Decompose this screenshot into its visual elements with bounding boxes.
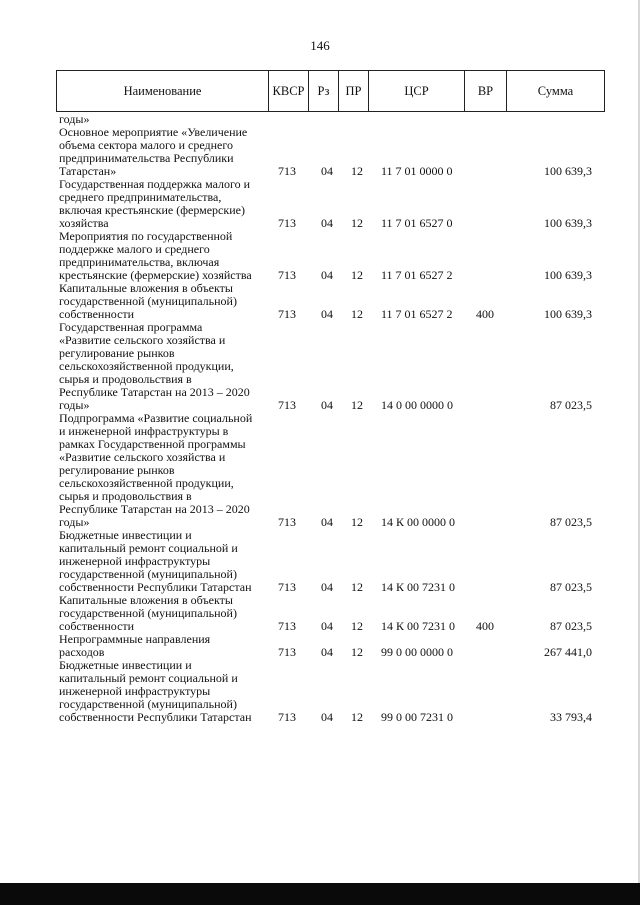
cell-rz: 04 bbox=[321, 710, 333, 724]
cell-pr: 12 bbox=[351, 398, 363, 412]
table-body bbox=[56, 113, 604, 724]
row-name-line: предпринимательства Республики bbox=[59, 151, 234, 165]
row-name bbox=[56, 321, 265, 412]
header-pr: ПР bbox=[339, 71, 369, 112]
row-name-line: годы» bbox=[59, 112, 90, 126]
cell-rz: 04 bbox=[321, 307, 333, 321]
cell-sum: 100 639,3 bbox=[544, 268, 592, 282]
cell-sum: 100 639,3 bbox=[544, 216, 592, 230]
cell-kvsr: 713 bbox=[278, 619, 296, 633]
row-name-line: объема сектора малого и среднего bbox=[59, 138, 234, 152]
table-row bbox=[56, 321, 604, 412]
cell-csr: 11 7 01 6527 0 bbox=[381, 216, 453, 230]
cell-pr: 12 bbox=[351, 268, 363, 282]
row-name-line: сельскохозяйственной продукции, bbox=[59, 476, 234, 490]
row-name-line: государственной (муниципальной) bbox=[59, 294, 237, 308]
header-kvsr: КВСР bbox=[269, 71, 309, 112]
cell-pr: 12 bbox=[351, 645, 363, 659]
cell-kvsr: 713 bbox=[278, 216, 296, 230]
cell-pr: 12 bbox=[351, 580, 363, 594]
row-name-line: собственности Республики Татарстан bbox=[59, 710, 252, 724]
cell-csr: 11 7 01 6527 2 bbox=[381, 268, 453, 282]
row-name-line: Татарстан» bbox=[59, 164, 117, 178]
row-name-line: Государственная программа bbox=[59, 320, 203, 334]
cell-csr: 14 К 00 7231 0 bbox=[381, 619, 456, 633]
row-name bbox=[56, 282, 265, 321]
cell-pr: 12 bbox=[351, 216, 363, 230]
header-vr: ВР bbox=[465, 71, 507, 112]
row-name-line: собственности bbox=[59, 307, 135, 321]
row-name bbox=[56, 178, 265, 230]
row-name-line: Подпрограмма «Развитие социальной bbox=[59, 411, 253, 425]
row-name-line: инженерной инфраструктуры bbox=[59, 554, 211, 568]
row-name bbox=[56, 633, 265, 659]
row-name-line: Мероприятия по государственной bbox=[59, 229, 233, 243]
row-name-line: предпринимательства, включая bbox=[59, 255, 220, 269]
cell-sum: 87 023,5 bbox=[550, 398, 592, 412]
cell-sum: 100 639,3 bbox=[544, 307, 592, 321]
row-name-line: сырья и продовольствия в bbox=[59, 372, 192, 386]
row-name bbox=[56, 594, 265, 633]
row-name bbox=[56, 126, 265, 178]
row-name-line: среднего предпринимательства, bbox=[59, 190, 222, 204]
cell-rz: 04 bbox=[321, 580, 333, 594]
cell-sum: 33 793,4 bbox=[550, 710, 592, 724]
header-name: Наименование bbox=[57, 71, 269, 112]
row-name-line: поддержке малого и среднего bbox=[59, 242, 210, 256]
row-name-line: Непрограммные направления bbox=[59, 632, 211, 646]
table-row bbox=[56, 633, 604, 659]
cell-rz: 04 bbox=[321, 619, 333, 633]
cell-rz: 04 bbox=[321, 645, 333, 659]
row-name-line: годы» bbox=[59, 515, 90, 529]
row-name-line: собственности Республики Татарстан bbox=[59, 580, 252, 594]
row-name-line: рамках Государственной программы bbox=[59, 437, 246, 451]
cell-rz: 04 bbox=[321, 216, 333, 230]
cell-sum: 87 023,5 bbox=[550, 580, 592, 594]
cell-kvsr: 713 bbox=[278, 515, 296, 529]
row-name-line: регулирование рынков bbox=[59, 346, 175, 360]
row-name-line: хозяйства bbox=[59, 216, 109, 230]
cell-rz: 04 bbox=[321, 515, 333, 529]
cell-kvsr: 713 bbox=[278, 268, 296, 282]
row-name-line: Капитальные вложения в объекты bbox=[59, 281, 233, 295]
row-name-line: Бюджетные инвестиции и bbox=[59, 658, 192, 672]
row-name-line: крестьянские (фермерские) хозяйства bbox=[59, 268, 252, 282]
cell-csr: 14 К 00 0000 0 bbox=[381, 515, 456, 529]
cell-sum: 87 023,5 bbox=[550, 619, 592, 633]
cell-kvsr: 713 bbox=[278, 398, 296, 412]
cell-csr: 11 7 01 0000 0 bbox=[381, 164, 453, 178]
row-name-line: государственной (муниципальной) bbox=[59, 697, 237, 711]
cell-kvsr: 713 bbox=[278, 164, 296, 178]
row-name-line: расходов bbox=[59, 645, 105, 659]
row-name-line: государственной (муниципальной) bbox=[59, 606, 237, 620]
table-header bbox=[56, 70, 605, 112]
row-name-line: Основное мероприятие «Увеличение bbox=[59, 125, 248, 139]
row-name-line: инженерной инфраструктуры bbox=[59, 684, 211, 698]
cell-vr: 400 bbox=[476, 619, 494, 633]
scan-bottom-border bbox=[0, 883, 640, 905]
table-row bbox=[56, 659, 604, 724]
table-row bbox=[56, 282, 604, 321]
row-name-line: Республике Татарстан на 2013 – 2020 bbox=[59, 502, 250, 516]
cell-csr: 14 0 00 0000 0 bbox=[381, 398, 453, 412]
cell-kvsr: 713 bbox=[278, 710, 296, 724]
cell-csr: 11 7 01 6527 2 bbox=[381, 307, 453, 321]
row-name bbox=[56, 230, 265, 282]
cell-pr: 12 bbox=[351, 619, 363, 633]
table-row bbox=[56, 126, 604, 178]
cell-rz: 04 bbox=[321, 398, 333, 412]
row-name-line: Капитальные вложения в объекты bbox=[59, 593, 233, 607]
row-name-line: государственной (муниципальной) bbox=[59, 567, 237, 581]
row-name-line: сельскохозяйственной продукции, bbox=[59, 359, 234, 373]
cell-pr: 12 bbox=[351, 164, 363, 178]
row-name-line: Бюджетные инвестиции и bbox=[59, 528, 192, 542]
row-name bbox=[56, 412, 265, 529]
cell-rz: 04 bbox=[321, 268, 333, 282]
cell-csr: 99 0 00 7231 0 bbox=[381, 710, 453, 724]
row-name-line: Республике Татарстан на 2013 – 2020 bbox=[59, 385, 250, 399]
row-name-line: и инженерной инфраструктуры в bbox=[59, 424, 229, 438]
cell-pr: 12 bbox=[351, 710, 363, 724]
table-row bbox=[56, 412, 604, 529]
row-name-line: капитальный ремонт социальной и bbox=[59, 541, 238, 555]
row-name bbox=[56, 529, 265, 594]
row-name-line: «Развитие сельского хозяйства и bbox=[59, 450, 226, 464]
table-row bbox=[56, 529, 604, 594]
table-row bbox=[56, 594, 604, 633]
row-name-line: годы» bbox=[59, 398, 90, 412]
cell-kvsr: 713 bbox=[278, 580, 296, 594]
cell-kvsr: 713 bbox=[278, 307, 296, 321]
header-sum: Сумма bbox=[507, 71, 605, 112]
row-name-line: собственности bbox=[59, 619, 135, 633]
cell-kvsr: 713 bbox=[278, 645, 296, 659]
cell-csr: 99 0 00 0000 0 bbox=[381, 645, 453, 659]
table-row bbox=[56, 178, 604, 230]
row-name-line: сырья и продовольствия в bbox=[59, 489, 192, 503]
header-csr: ЦСР bbox=[369, 71, 465, 112]
row-name-line: Государственная поддержка малого и bbox=[59, 177, 251, 191]
cell-pr: 12 bbox=[351, 307, 363, 321]
header-rz: Рз bbox=[309, 71, 339, 112]
row-name-line: «Развитие сельского хозяйства и bbox=[59, 333, 226, 347]
row-name-line: регулирование рынков bbox=[59, 463, 175, 477]
cell-rz: 04 bbox=[321, 164, 333, 178]
cell-pr: 12 bbox=[351, 515, 363, 529]
cell-csr: 14 К 00 7231 0 bbox=[381, 580, 456, 594]
cell-sum: 100 639,3 bbox=[544, 164, 592, 178]
page-number: 146 bbox=[310, 38, 330, 53]
row-name-line: включая крестьянские (фермерские) bbox=[59, 203, 245, 217]
table-row bbox=[56, 230, 604, 282]
cell-sum: 267 441,0 bbox=[544, 645, 592, 659]
row-name-line: капитальный ремонт социальной и bbox=[59, 671, 238, 685]
cell-sum: 87 023,5 bbox=[550, 515, 592, 529]
row-name bbox=[56, 659, 265, 724]
cell-vr: 400 bbox=[476, 307, 494, 321]
